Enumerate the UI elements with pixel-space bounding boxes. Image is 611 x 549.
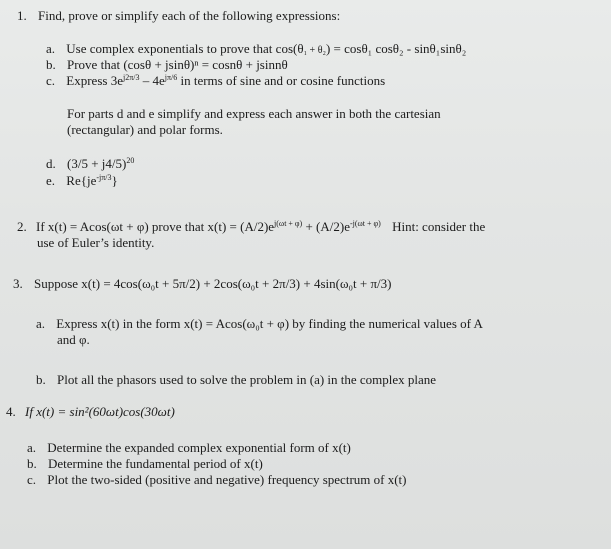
q1-d-sup: 20 xyxy=(126,156,135,165)
q1-number: 1. xyxy=(17,8,27,23)
q1-note-line1: For parts d and e simplify and express each answer in both the cartesian xyxy=(67,106,441,121)
q1-e-text-pre: Re{je xyxy=(66,173,97,188)
q2-line1 xyxy=(17,219,485,234)
q1-a-subscripts: ₁ + θ₂ xyxy=(303,45,326,56)
q2-text-mid: + (A/2)e xyxy=(302,219,350,234)
q1-b-label: b. xyxy=(46,57,56,72)
q3-a-line2: and φ. xyxy=(57,332,90,347)
q1-c-text-pre: Express 3e xyxy=(66,73,123,88)
q1-b-text: Prove that (cosθ + jsinθ)ⁿ = cosnθ + jsinnθ xyxy=(67,57,288,72)
q2-sup1: j(ωt + φ) xyxy=(274,219,303,228)
q1-c-text-post: in terms of sine and or cosine functions xyxy=(177,73,386,88)
q1-d-label: d. xyxy=(46,156,56,171)
q1-a-text-pre: Use complex exponentials to prove that cos(θ xyxy=(66,41,304,56)
q1-d-text: (3/5 + j4/5) xyxy=(67,156,127,171)
q1-a-label: a. xyxy=(46,41,56,56)
q3-part-b xyxy=(36,372,436,387)
q4-text: If x(t) = sin²(60ωt)cos(30ωt) xyxy=(25,404,175,419)
q4-a-text: Determine the expanded complex exponential form of x(t) xyxy=(47,440,351,455)
q1-stem: Find, prove or simplify each of the following expressions: xyxy=(38,8,341,23)
q4-c-text: Plot the two-sided (positive and negative) frequency spectrum of x(t) xyxy=(47,472,407,487)
q4-part-a xyxy=(27,440,351,455)
q2-text-pre: If x(t) = Acos(ωt + φ) prove that x(t) = (A/2)e xyxy=(36,219,275,234)
q4-b-text: Determine the fundamental period of x(t) xyxy=(48,456,263,471)
q4-a-label: a. xyxy=(27,440,37,455)
q3-a-label: a. xyxy=(36,316,46,331)
q2-number: 2. xyxy=(17,219,27,234)
q4-c-label: c. xyxy=(27,472,37,487)
q1-c-label: c. xyxy=(46,73,56,88)
q1-e-label: e. xyxy=(46,173,56,188)
q3-a-line1: Express x(t) in the form x(t) = Acos(ω₀t + φ) by finding the numerical values of A xyxy=(56,316,483,331)
q1-part-d xyxy=(46,156,134,171)
q1-c-sup2: jπ/6 xyxy=(164,73,178,82)
q2-hint: Hint: consider the xyxy=(392,219,486,234)
q1-part-b xyxy=(46,57,288,72)
q2-line2: use of Euler’s identity. xyxy=(37,235,155,250)
q1-e-text-post: } xyxy=(111,173,118,188)
q3-b-label: b. xyxy=(36,372,46,387)
q2-sup2: -j(ωt + φ) xyxy=(349,219,381,228)
q4-number: 4. xyxy=(6,404,16,419)
q3-text: Suppose x(t) = 4cos(ω₀t + 5π/2) + 2cos(ω₀t + 2π/3) + 4sin(ω₀t + π/3) xyxy=(34,276,392,291)
q4-part-b xyxy=(27,456,263,471)
q1-part-c xyxy=(46,73,385,88)
q1-c-sup1: j2π/3 xyxy=(122,73,140,82)
q4-part-c xyxy=(27,472,406,487)
q1-e-sup: -jπ/3 xyxy=(96,173,112,182)
q1-note-line2: (rectangular) and polar forms. xyxy=(67,122,223,137)
q1-part-a xyxy=(46,41,466,58)
q1-heading xyxy=(17,8,340,23)
q4-b-label: b. xyxy=(27,456,37,471)
q4-line xyxy=(6,404,175,419)
q1-part-e xyxy=(46,173,118,188)
q3-b-text: Plot all the phasors used to solve the problem in (a) in the complex plane xyxy=(57,372,437,387)
q3-line xyxy=(13,276,392,291)
q3-part-a xyxy=(36,316,483,331)
q3-number: 3. xyxy=(13,276,23,291)
q1-c-mid: – 4e xyxy=(139,73,165,88)
q1-a-text-rest: ) = cosθ₁ cosθ₂ - sinθ₁sinθ₂ xyxy=(325,41,467,56)
